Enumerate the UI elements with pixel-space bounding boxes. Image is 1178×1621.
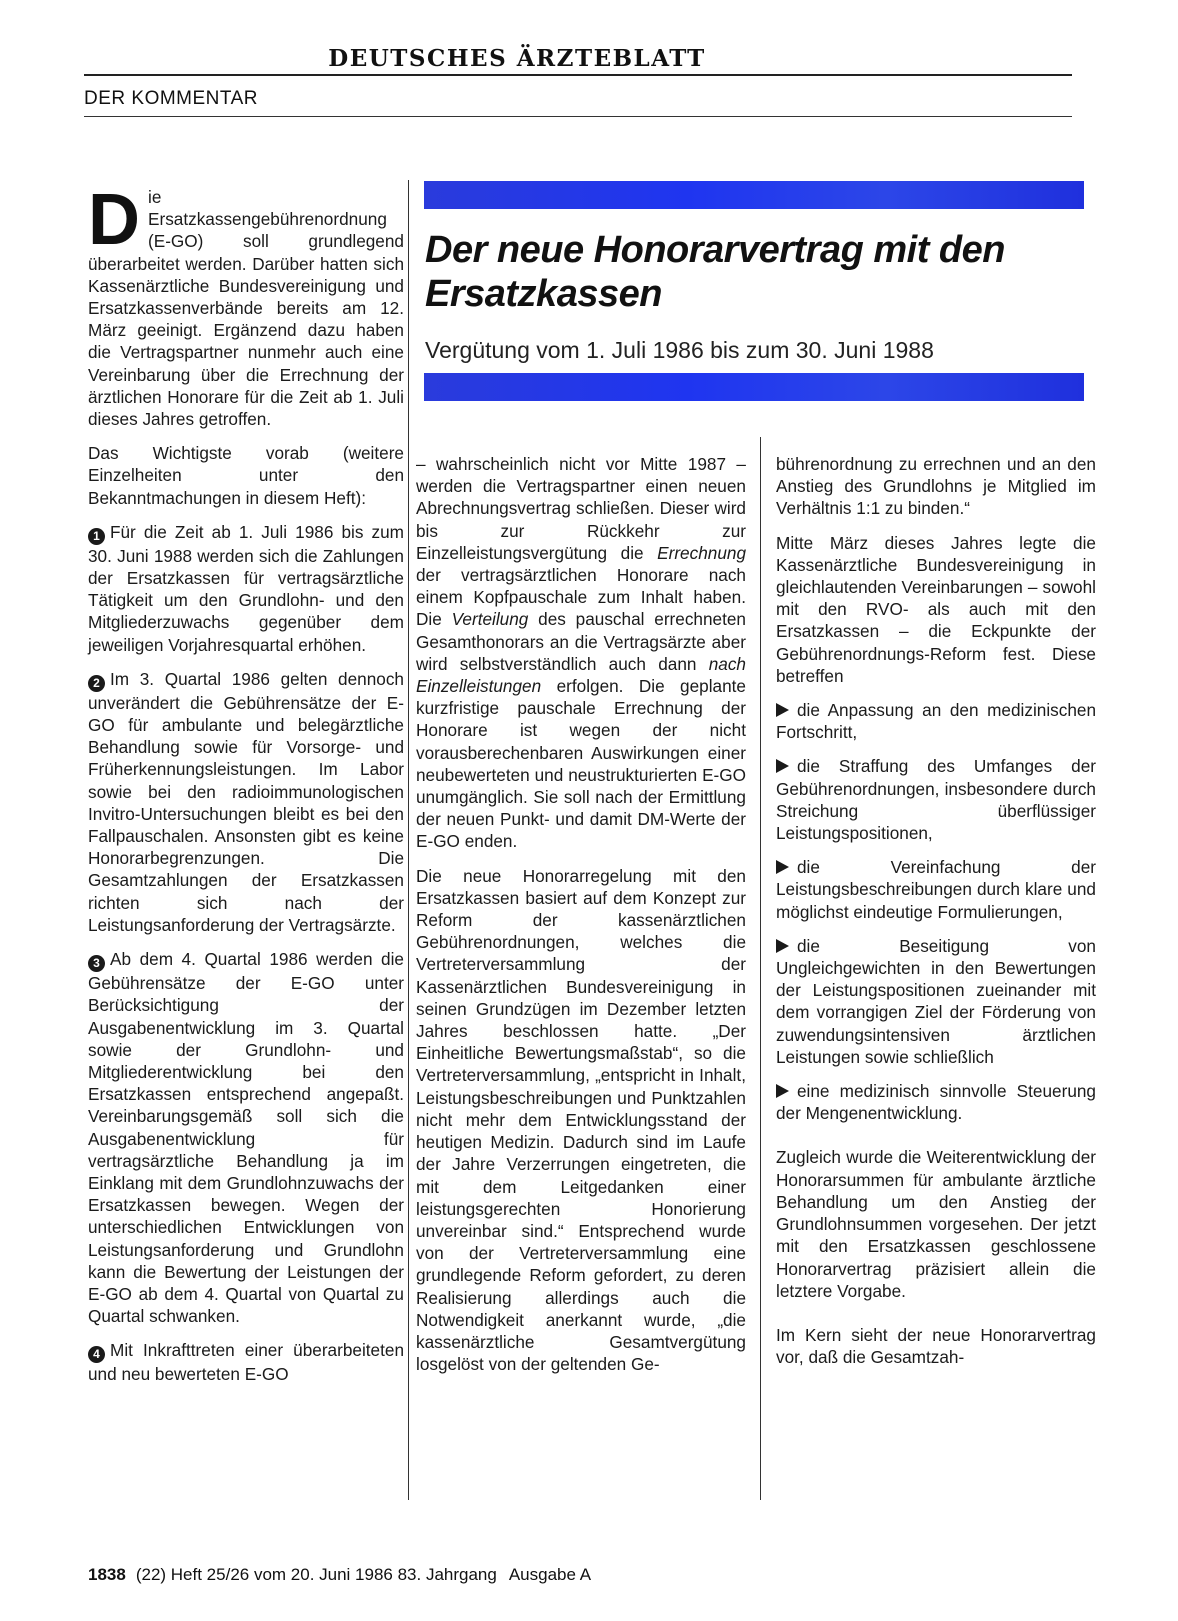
edition-label: Ausgabe A [508,1565,592,1584]
triangle-bullet-icon [776,1084,789,1098]
masthead [84,46,1072,76]
triangle-bullet-icon [776,860,789,874]
numbered-item: 4 Mit Inkrafttreten einer überarbeiteten und neu bewerteten E-GO [88,1340,404,1385]
column-1 [88,180,404,1398]
numbered-item: 2 Im 3. Quartal 1986 gelten dennoch unverändert die Gebührensätze der E-GO für ambulante und belegärztliche Behandlung sowie für Vorsorge- und Früherkennungsleistungen. Im Labor sowie bei den radioimmunologischen Invitro-Untersuchungen bleibt es bei den Fallpauschalen. Ansonsten gibt es keine Honorarbegrenzungen. Die Gesamtzahlungen der Ersatzkassen richten sich nach der Leistungsanforderung der Vertragsärzte. [88,668,404,935]
paragraph: bührenordnung zu errechnen und an den Anstieg des Grundlohns je Mitglied im Verhältnis 1:1 zu binden.“ [776,454,1096,519]
column-2 [416,453,746,1387]
triangle-bullet-icon [776,939,789,953]
drop-cap: D [88,180,140,260]
masthead-title: DEUTSCHES ÄRZTEBLATT [328,45,706,72]
triangle-bullet-icon [776,703,789,717]
bullet-item: die Straffung des Umfanges der Gebührenordnungen, insbesondere durch Streichung überflüssiger Leistungspositionen, [776,756,1096,844]
bullet-item: die Beseitigung von Ungleichgewichten in den Bewertungen der Leistungspositionen zueinander mit dem vorrangigen Ziel der Förderung von zuwendungsintensiven ärztlichen Leistungen sowie schließlich [776,935,1096,1067]
paragraph: Im Kern sieht der neue Honorarvertrag vor, daß die Gesamtzah- [776,1324,1096,1368]
paragraph: Die neue Honorarregelung mit den Ersatzkassen basiert auf dem Konzept zur Reform der kassenärztlichen Gebührenordnungen, welches die Vertreterversammlung der Kassenärztlichen Bundesvereinigung in seinen Grundzügen im Dezember letzten Jahres beschlossen hatte. „Der Einheitliche Bewertungsmaßstab“, so die Vertreterversammlung, „entspricht in Inhalt, Leistungsbeschreibungen und Punktzahlen nicht mehr dem Entwicklungsstand der heutigen Medizin. Dadurch sind im Laufe der Jahre Verzerrungen eingetreten, die mit dem Leitgedanken einer leistungsgerechten Honorierung unvereinbar sind.“ Entsprechend wurde von der Vertreterversammlung eine grundlegende Reform gefordert, zu deren Realisierung allerdings auch die Notwendigkeit anerkannt wurde, „die kassenärztliche Gesamtvergütung losgelöst von der geltenden Ge- [416,865,746,1375]
paragraph: – wahrscheinlich nicht vor Mitte 1987 – werden die Vertragspartner einen neuen Abrechnungsvertrag schließen. Dieser wird bis zur Rückkehr zur Einzelleistungsvergütung die Errechnung der vertragsärztlichen Honorare nach einem Kopfpauschale zum Inhalt haben. Die Verteilung des pauschal errechneten Gesamthonorars an die Vertragsärzte aber wird selbstverständlich auch dann nach Einzelleistungen erfolgen. Die geplante kurzfristige pauschale Errechnung der Honorare ist wegen der nicht vorausberechenbaren Auswirkungen einer neubewerteten und neustrukturierten E-GO unumgänglich. Sie soll nach der Ermittlung der neuen Punkt- und damit DM-Werte der E-GO enden. [416,454,746,852]
bullet-item: die Anpassung an den medizinischen Fortschritt, [776,700,1096,743]
article-headline: Der neue Honorarvertrag mit den Ersatzkassen [425,229,1005,315]
bullet-item: eine medizinisch sinnvolle Steuerung der Mengenentwicklung. [776,1081,1096,1124]
triangle-bullet-icon [776,759,789,773]
column-rule [760,437,761,1500]
page-number: 1838 [88,1565,126,1584]
number-1-icon: 1 [88,528,105,545]
column-3 [776,453,1096,1380]
section-label: DER KOMMENTAR [84,88,258,109]
numbered-item: 3 Ab dem 4. Quartal 1986 werden die Gebührensätze der E-GO unter Berücksichtigung der Ausgabenentwicklung im 3. Quartal sowie der Grundlohn- und Mitgliederentwicklung bei den Ersatzkassen entsprechend angepaßt. Vereinbarungsgemäß soll sich die Ausgabenentwicklung für vertragsärztliche Behandlung ja im Einklang mit dem Grundlohnzuwachs der Ersatzkassen bewegen. Wegen der unterschiedlichen Entwicklungen von Leistungsanforderung und Grundlohn kann die Bewertung der Leistungen der E-GO ab dem 4. Quartal von Quartal zu Quartal schwanken. [88,949,404,1327]
number-3-icon: 3 [88,955,105,972]
column-rule [408,180,409,1500]
number-4-icon: 4 [88,1346,105,1363]
article-subtitle: Vergütung vom 1. Juli 1986 bis zum 30. Juni 1988 [425,337,934,363]
issue-info: (22) Heft 25/26 vom 20. Juni 1986 83. Jahrgang [135,1565,497,1584]
bottom-blue-bar [424,373,1084,401]
page-footer [88,1565,603,1585]
bullet-item: die Vereinfachung der Leistungsbeschreibungen durch klare und möglichst eindeutige Formulierungen, [776,857,1096,922]
section-bar [84,86,1072,117]
number-2-icon: 2 [88,675,105,692]
top-blue-bar [424,181,1084,209]
numbered-item: 1 Für die Zeit ab 1. Juli 1986 bis zum 30. Juni 1988 werden sich die Zahlungen der Ersatzkassen für vertragsärztliche Tätigkeit um den Grundlohn- und den Mitgliederzuwachs gegenüber dem jeweiligen Vorjahresquartal erhöhen. [88,521,404,655]
paragraph: Das Wichtigste vorab (weitere Einzelheiten unter den Bekanntmachungen in diesem Heft): [88,443,404,508]
paragraph: Zugleich wurde die Weiterentwicklung der Honorarsummen für ambulante ärztliche Behandlung um den Anstieg der Grundlohnsummen vorgesehen. Der jetzt mit den Ersatzkassen geschlossene Honorarvertrag präzisiert allein die letztere Vorgabe. [776,1147,1096,1301]
paragraph: Mitte März dieses Jahres legte die Kassenärztliche Bundesvereinigung in gleichlautenden Vereinbarungen – sowohl mit den RVO- als auch mit den Ersatzkassen – die Eckpunkte der Gebührenordnungs-Reform fest. Diese betreffen [776,532,1096,686]
intro-paragraph: Die Ersatzkassengebührenordnung (E-GO) soll grundlegend überarbeitet werden. Darüber hatten sich Kassenärztliche Bundesvereinigung und Ersatzkassenverbände bereits am 12. März geeinigt. Ergänzend dazu haben die Vertragspartner nunmehr auch eine Vereinbarung über die Errechnung der ärztlichen Honorare für die Zeit ab 1. Juli dieses Jahres getroffen. [88,180,404,430]
